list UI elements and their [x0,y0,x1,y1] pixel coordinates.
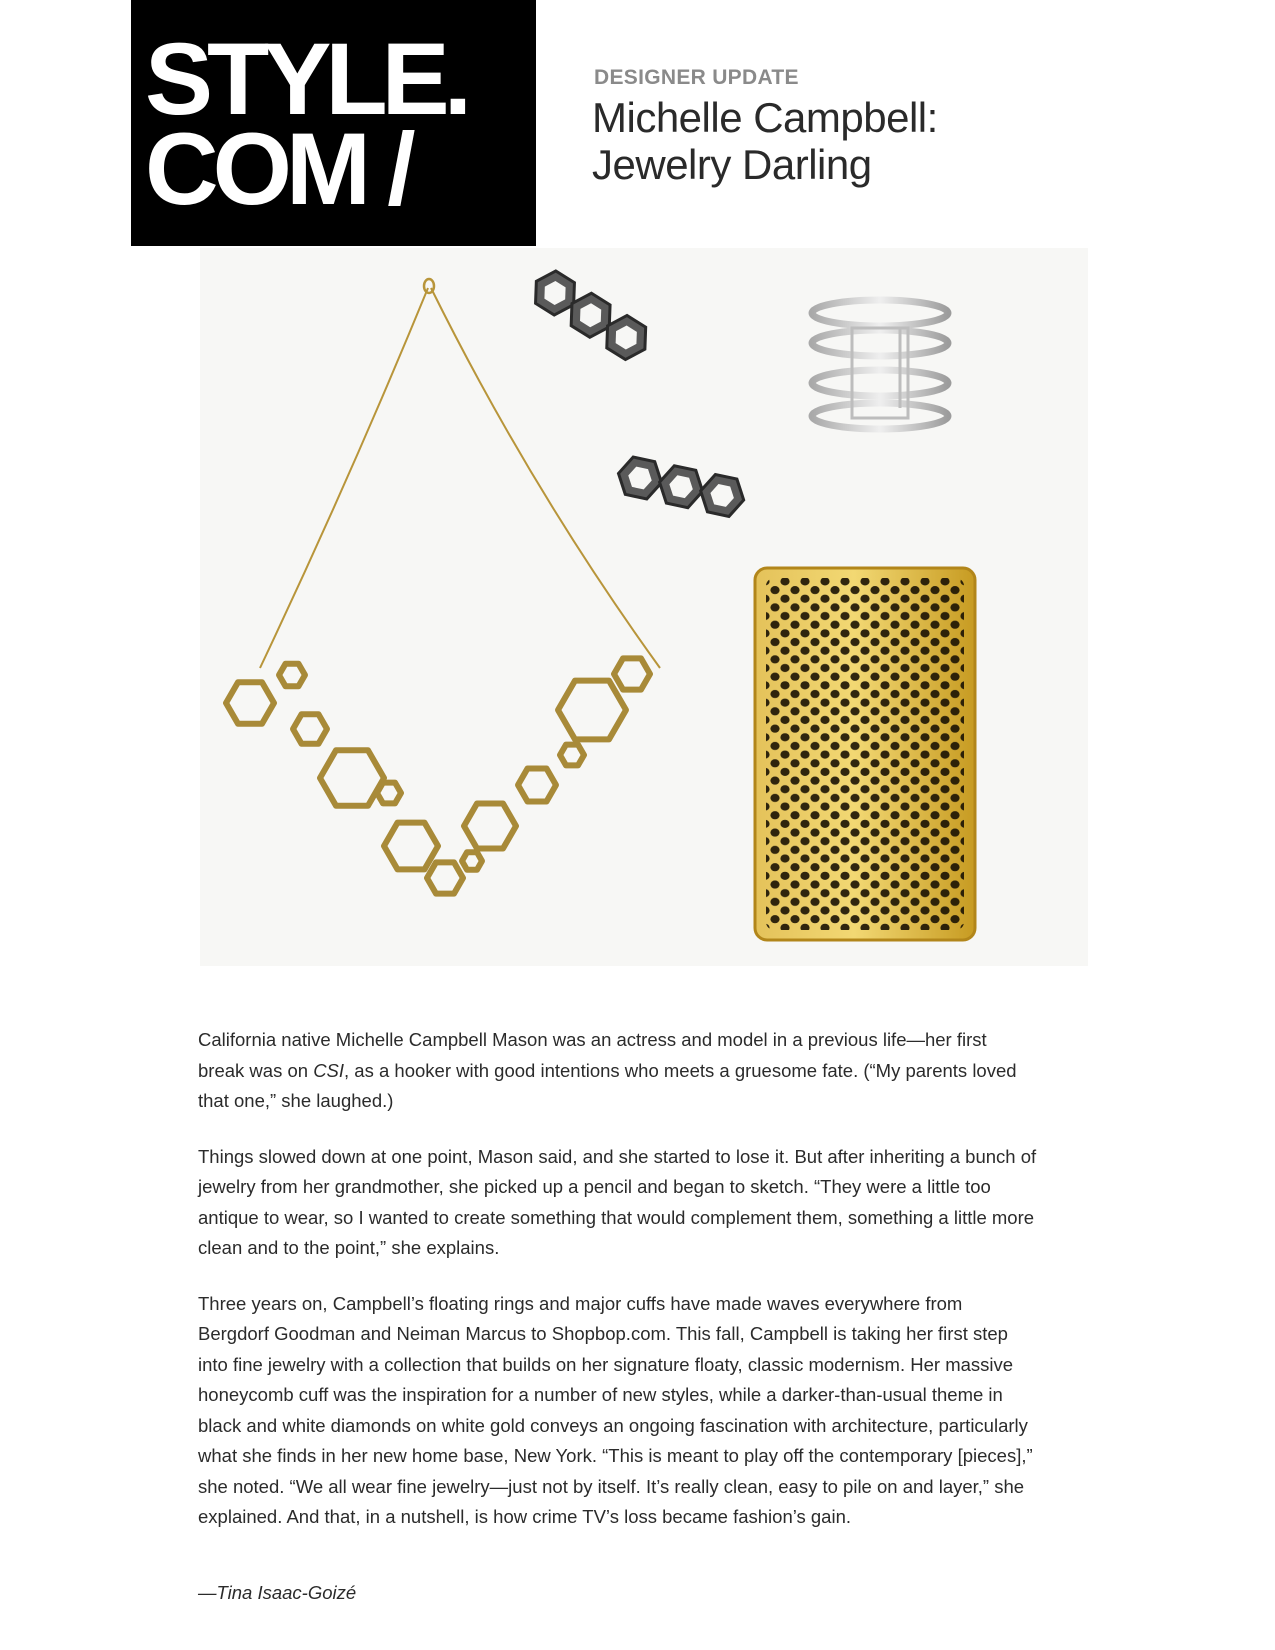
p1-text-end: , as a hooker with good intentions who meets a gruesome fate. (“My parents loved that one,” she laughed.) [198,1059,1017,1111]
necklace-hex-link [384,823,438,870]
necklace-hex-link [320,750,384,805]
paragraph-1 [198,1025,1038,1117]
necklace-hex-link [427,862,463,893]
necklace-hex-link [560,745,584,766]
necklace-hex-link [464,804,516,849]
necklace-hex-link [462,852,482,869]
logo-line-2: COM / [145,112,410,226]
article-body [198,1025,1038,1558]
necklace [226,279,660,894]
article-headline [592,94,938,188]
section-kicker: DESIGNER UPDATE [594,66,799,89]
paragraph-2: Things slowed down at one point, Mason said, and she started to lose it. But after inheriting a bunch of jewelry from her grandmother, she picked up a pencil and began to sketch. “They were a little too antique to wear, so I wanted to create something that would complement them, something a little more clean and to the point,” she explains. [198,1145,1037,1258]
paragraph-3: Three years on, Campbell’s floating rings and major cuffs have made waves everywhere from Bergdorf Goodman and Neiman Marcus to Shopbop.com. This fall, Campbell is taking her first step into fine jewelry with a collection that builds on her signature floaty, classic modernism. Her massive honeycomb cuff was the inspiration for a number of new styles, while a darker-than-usual theme in black and white diamonds on white gold conveys an ongoing fascination with architecture, particularly what she finds in her new home base, New York. “This is meant to play off the contemporary [pieces],” she noted. “We all wear fine jewelry—just not by itself. It’s really clean, easy to pile on and layer,” she explained. And that, in a nutshell, is how crime TV’s loss became fashion’s gain. [198,1292,1033,1527]
byline: —Tina Isaac-Goizé [198,1582,357,1603]
honeycomb-cuff [755,568,975,940]
necklace-hex-link [558,681,626,740]
necklace-hex-link [226,682,274,724]
floating-ring [812,300,948,429]
logo-line-1: STYLE. [145,22,467,136]
necklace-hex-link [377,783,401,804]
bar-pin-lower [615,455,748,519]
necklace-hex-link [614,658,650,689]
jewelry-photo [200,248,1088,966]
necklace-hex-link [518,769,556,802]
jewelry-illustration [200,248,1088,966]
bar-pin-upper [526,265,655,365]
headline-line-1: Michelle Campbell: [592,94,938,141]
p1-italic: CSI [313,1059,345,1081]
style-com-logo [131,0,536,246]
necklace-hex-link [293,714,327,743]
headline-line-2: Jewelry Darling [592,141,872,188]
necklace-hex-link [279,664,305,687]
p1-text: California native Michelle Campbell Mason was an actress and model in a previous life—her first break was on [198,1029,987,1081]
